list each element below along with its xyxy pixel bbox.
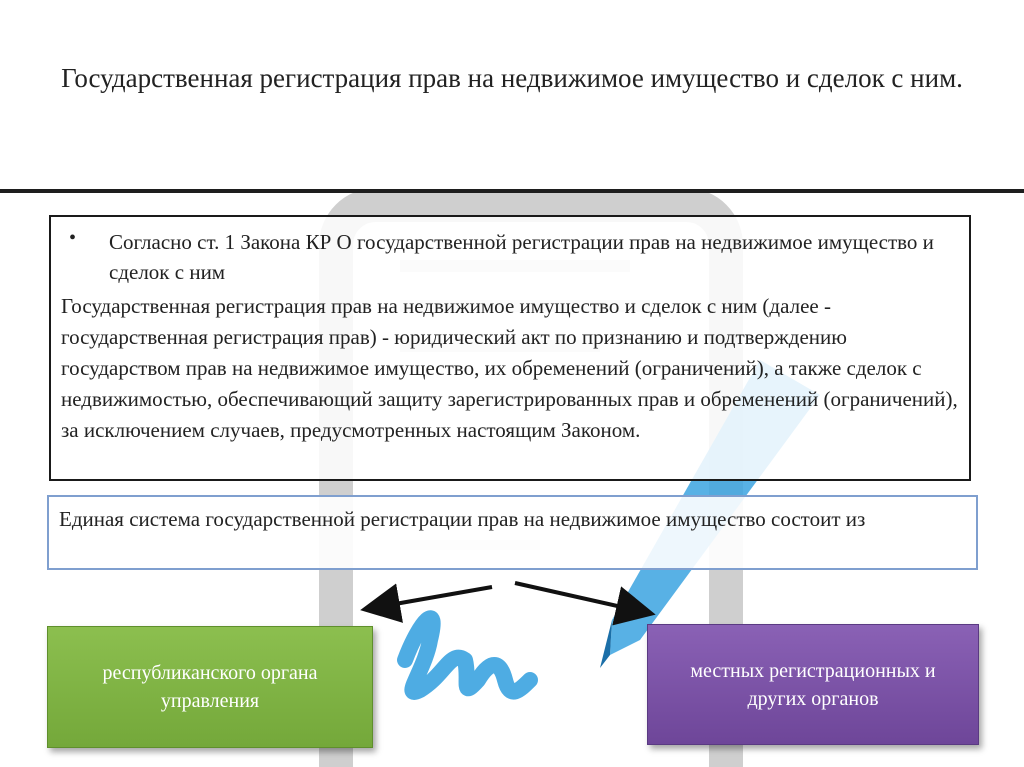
system-text: Единая система государственной регистрации прав на недвижимое имущество состоит из bbox=[59, 507, 866, 531]
slide-title: Государственная регистрация прав на недвижимое имущество и сделок с ним. bbox=[61, 63, 963, 93]
bullet-icon: • bbox=[69, 227, 77, 249]
local-organs-label: местных регистрационных и других органов bbox=[690, 659, 936, 710]
republican-organ-label: республиканского органа управления bbox=[102, 662, 318, 712]
title-divider bbox=[0, 189, 1024, 193]
local-organs-box bbox=[647, 624, 979, 745]
law-reference: Согласно ст. 1 Закона КР О государственной регистрации прав на недвижимое имущество и сделок с ним bbox=[109, 230, 934, 284]
definition-box bbox=[49, 215, 971, 481]
definition-text: Государственная регистрация прав на недвижимое имущество и сделок с ним (далее - государственная регистрация прав) - юридический акт по признанию и подтверждению государством прав на недвижимое имущество, их обременений (ограничений), а также сделок с недвижимостью, обеспечивающий защиту зарегистрированных прав и обременений (ограничений), за исключением случаев, предусмотренных настоящим Законом. bbox=[61, 294, 958, 442]
republican-organ-box bbox=[47, 626, 373, 748]
system-box bbox=[47, 495, 978, 570]
